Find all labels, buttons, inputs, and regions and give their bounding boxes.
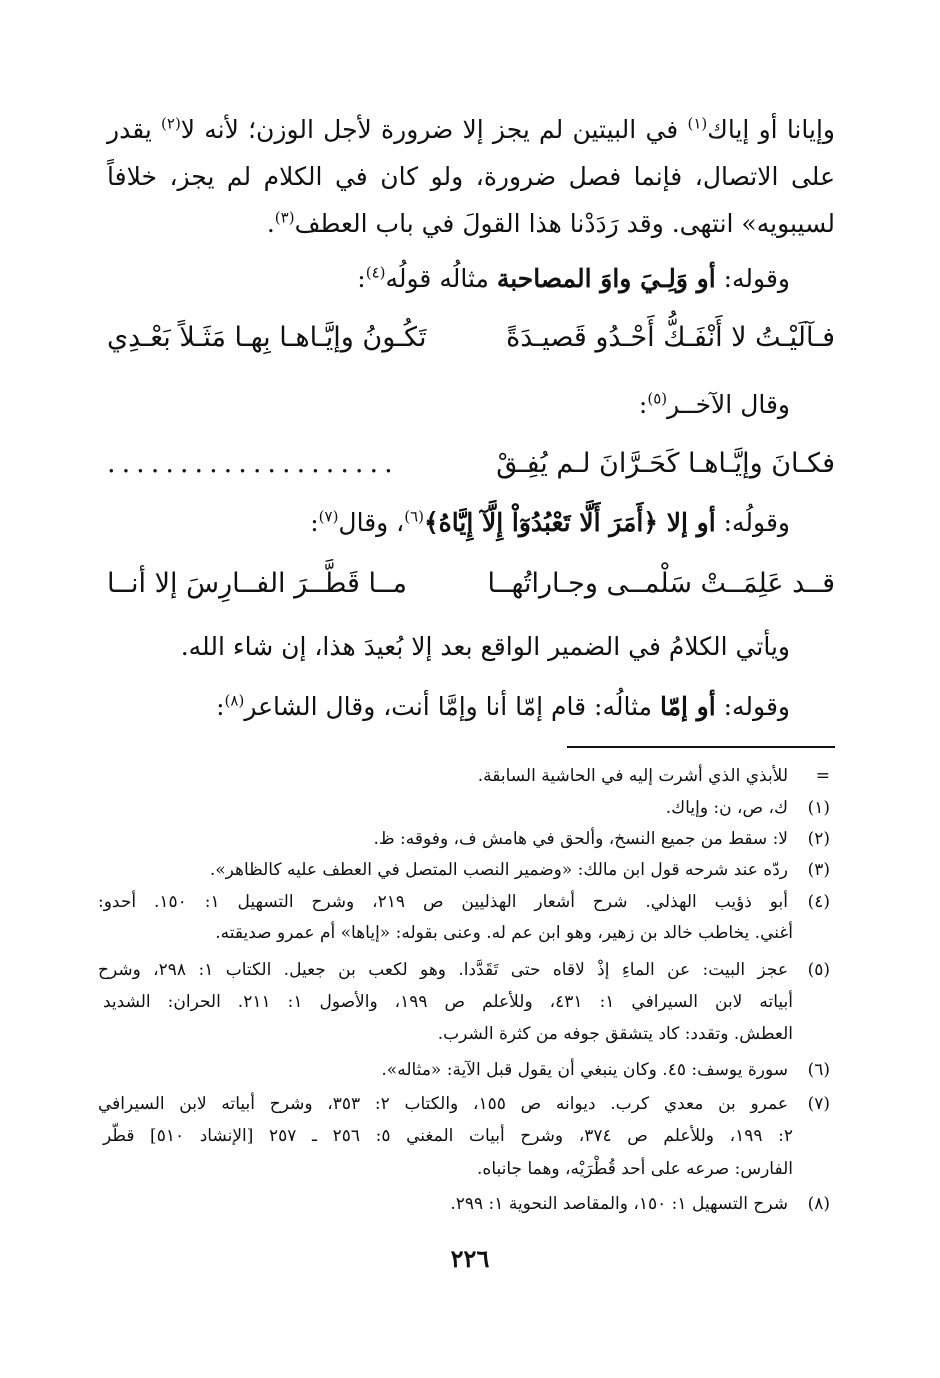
footnote-text: سورة يوسف: ٤٥. وكان ينبغي أن يقول قبل الآية: «مثاله». (381, 1060, 788, 1080)
text-run: مثالُه: قام إمّا أنا وإمَّا أنت، وقال الشاعر (244, 692, 660, 721)
page-number: ٢٢٦ (450, 1244, 490, 1273)
footnote-ref-5[interactable]: (٥) (647, 389, 668, 408)
text-run: وقولُه: (715, 508, 790, 537)
footnote-text: عمرو بن معدي كرب. ديوانه ص ١٥٥، والكتاب ٢: ٣٥٣، وشرح أبياته لابن السيرافي (98, 1094, 789, 1114)
text-run: وقوله: (715, 264, 790, 293)
text-run: يقدر (107, 115, 162, 144)
main-text-line-3 (267, 207, 835, 241)
footnote-5-line-2: أبياته لابن السيرافي ١: ٤٣١، وللأعلم ص ١٩٩، والأصول ١: ٢١١. الحران: الشديد (103, 992, 793, 1012)
verse-3 (107, 566, 835, 606)
footnote-number: (١) (807, 798, 830, 818)
footnote-number: (٣) (807, 860, 830, 880)
text-run: . (266, 209, 275, 238)
footnote-ref-8[interactable]: (٨) (224, 691, 245, 710)
text-run: لسيبويه» انتهى. وقد رَدَدْنا هذا القولَ في باب العطف (294, 209, 835, 238)
verse-3-hemistich-2: مــا قَطَّــرَ الفــارِسَ إلا أنــا (107, 568, 408, 599)
text-run: مثالُه قولُه (385, 264, 497, 293)
footnote-ref-6[interactable]: (٦) (404, 507, 425, 526)
footnote-number: (٧) (807, 1094, 830, 1114)
footnote-ref-4[interactable]: (٤) (365, 263, 386, 282)
footnote-text: ك، ص، ن: وإياك. (665, 798, 788, 818)
footnote-number: (٦) (807, 1060, 830, 1080)
verse-1-hemistich-1: فـآلَيْـتُ لا أَنْفَـكُّ أَحْـدُو قَصيـدَةً (506, 322, 835, 353)
main-text-line-4 (357, 262, 790, 296)
verse-2 (107, 446, 835, 486)
text-run: وإيانا أو إياك (707, 115, 835, 144)
main-text-line-5 (639, 388, 790, 422)
text-run: : (357, 264, 366, 293)
footnote-ref-3[interactable]: (٣) (274, 208, 295, 227)
keyword-bold: أو إلا (666, 508, 716, 537)
main-text-line-1 (107, 113, 835, 147)
quran-quote: ﴿أَمَرَ أَلَّا تَعْبُدُوٓاْ إِلَّآ إِيَّاهُ﴾ (424, 508, 667, 537)
footnote-number: (٥) (807, 960, 830, 980)
keyword-bold: أو إمّا (659, 692, 716, 721)
footnote-text: أبو ذؤيب الهذلي. شرح أشعار الهذليين ص ٢١٩، وشرح التسهيل ١: ١٥٠. أحدو: (98, 892, 789, 912)
footnote-5-line-3: العطش. وتقدد: كاد يتشقق جوفه من كثرة الشرب. (437, 1024, 793, 1044)
main-text-line-6 (310, 506, 790, 540)
footnote-ref-7[interactable]: (٧) (318, 507, 339, 526)
footnote-4-line-2: أغني. يخاطب خالد بن زهير، وهو ابن عم له. وعنى بقوله: «إياها» أم عمرو صديقته. (215, 923, 793, 943)
footnote-7-line-3: الفارس: صرعه على أحد قُطْرَيْه، وهما جانباه. (477, 1159, 793, 1179)
text-run: وقوله: (715, 692, 790, 721)
footnote-number: (٤) (807, 892, 830, 912)
footnote-text: شرح التسهيل ١: ١٥٠، والمقاصد النحوية ١: ٢٩٩. (450, 1194, 788, 1214)
text-run: وقال الآخــر (667, 390, 790, 419)
main-text-line-8 (216, 690, 790, 724)
footnote-ref-1[interactable]: (١) (687, 114, 708, 133)
verse-1-hemistich-2: تَكُـونُ وإيَّـاهـا بِهـا مَثَـلاً بَعْـدِي (107, 322, 427, 353)
footnote-7-line-2: ٢: ١٩٩، وللأعلم ص ٣٧٤، وشرح أبيات المغني ٥: ٢٥٦ ـ ٢٥٧ [الإنشاد ٥١٠] قطّر (103, 1126, 793, 1146)
footnote-text: ردّه عند شرحه قول ابن مالك: «وضمير النصب المتصل في العطف عليه كالظاهر». (209, 860, 788, 880)
text-run: ، وقال (338, 508, 405, 537)
footnote-number: (٢) (807, 829, 830, 849)
text-run: : (310, 508, 319, 537)
verse-2-hemistich-2-ellipsis: .................... (107, 448, 399, 479)
footnote-ref-2[interactable]: (٢) (161, 114, 181, 133)
verse-2-hemistich-1: فكـانَ وإيَّـاهـا كَحَـرَّانَ لـم يُفِـقْ (496, 448, 835, 479)
main-text-line-7: ويأتي الكلامُ في الضمير الواقع بعد إلا بُعيدَ هذا، إن شاء الله. (180, 632, 790, 661)
footnote-text: للأبذي الذي أشرت إليه في الحاشية السابقة. (477, 766, 788, 786)
carryover-marker: = (815, 766, 830, 786)
main-text-line-2: على الاتصال، فإنما فصل ضرورة، ولو كان في الكلام لم يجز، خلافاً (107, 162, 835, 191)
text-run: في البيتين لم يجز إلا ضرورة لأجل الوزن؛ لأنه لا (180, 115, 688, 144)
verse-3-hemistich-1: قــد عَلِمَــتْ سَلْمــى وجـاراتُهــا (487, 568, 835, 599)
text-run: : (638, 390, 648, 419)
footnote-number: (٨) (807, 1194, 830, 1214)
footnote-text: عجز البيت: عن الماءِ إذْ لاقاه حتى تَقَدَّدا. وهو لكعب بن جعيل. الكتاب ١: ٢٩٨، وشرح (98, 960, 789, 980)
footnote-text: لا: سقط من جميع النسخ، وألحق في هامش ف، وفوقه: ظ. (373, 829, 788, 849)
verse-1 (107, 320, 835, 360)
keyword-bold: أو وَلِـيَ واوَ المصاحبة (496, 264, 716, 293)
text-run: : (216, 692, 225, 721)
footnote-separator (567, 746, 835, 748)
